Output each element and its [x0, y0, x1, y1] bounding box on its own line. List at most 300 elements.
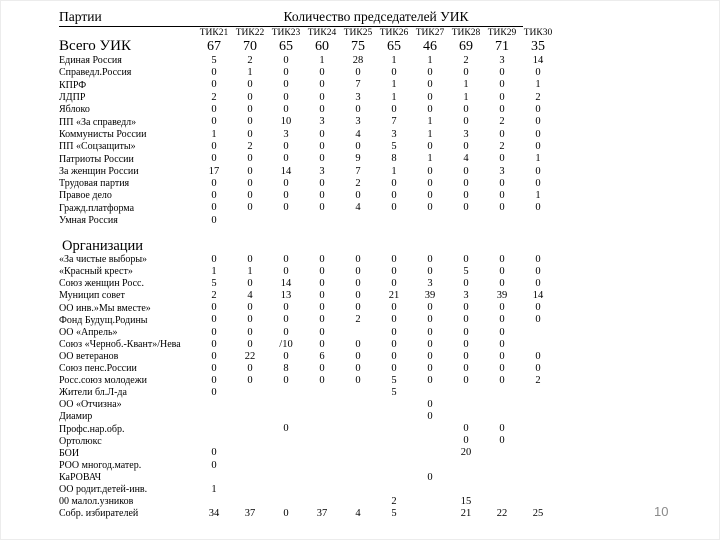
cell-value: [232, 411, 268, 423]
cell-value: 65: [279, 38, 293, 54]
cell-value: [232, 436, 268, 448]
column-header: ТИК24: [307, 28, 337, 38]
cell-value: [376, 238, 412, 254]
cell-value: 0: [391, 338, 397, 350]
cell-value: [304, 484, 340, 496]
cell-value: 9: [355, 153, 361, 165]
cell-value: 0: [247, 153, 253, 165]
cell-value: 0: [535, 67, 541, 79]
cell-value: 0: [355, 67, 361, 79]
table-row: [59, 290, 556, 302]
cell-value: 0: [355, 350, 361, 362]
cell-value: 0: [535, 104, 541, 116]
cell-value: 0: [283, 54, 289, 66]
cell-value: 0: [427, 253, 433, 265]
cell-value: 69: [459, 38, 473, 54]
table-row: [59, 423, 556, 435]
cell-value: [520, 238, 556, 254]
column-header: ТИК29: [487, 28, 517, 38]
cell-value: 0: [535, 266, 541, 278]
cell-value: [376, 436, 412, 448]
cell-value: 0: [463, 314, 469, 326]
cell-value: 3: [391, 128, 397, 140]
column-header: ТИК27: [415, 28, 445, 38]
row-label: Организации: [62, 237, 144, 254]
cell-value: [484, 387, 520, 399]
cell-value: [412, 436, 448, 448]
cell-value: 21: [460, 507, 472, 519]
cell-value: 0: [463, 326, 469, 338]
cell-value: 0: [463, 374, 469, 386]
cell-value: 0: [355, 190, 361, 202]
cell-value: 0: [211, 177, 217, 189]
row-label: КПРФ: [59, 79, 87, 91]
cell-value: [268, 472, 304, 484]
cell-value: 0: [283, 104, 289, 116]
cell-value: 0: [499, 202, 505, 214]
cell-value: 0: [463, 177, 469, 189]
cell-value: [520, 472, 556, 484]
row-label: Фонд Будущ.Родины: [59, 314, 148, 326]
cell-value: [520, 327, 556, 339]
cell-value: 2: [211, 91, 217, 103]
cell-value: 0: [211, 104, 217, 116]
table-row: [59, 129, 556, 141]
table-row: [59, 484, 556, 496]
row-label: За женщин России: [59, 165, 139, 177]
column-header: ТИК28: [451, 28, 481, 38]
cell-value: [520, 423, 556, 435]
cell-value: 5: [391, 374, 397, 386]
cell-value: 0: [499, 278, 505, 290]
cell-value: 0: [499, 362, 505, 374]
cell-value: [448, 238, 484, 254]
cell-value: 0: [211, 116, 217, 128]
cell-value: [448, 387, 484, 399]
cell-value: 0: [319, 190, 325, 202]
cell-value: 0: [211, 79, 217, 91]
table-row: [59, 238, 556, 254]
cell-value: [304, 448, 340, 460]
cell-value: 1: [391, 79, 397, 91]
cell-value: 0: [319, 314, 325, 326]
cell-value: 8: [391, 153, 397, 165]
cell-value: [376, 484, 412, 496]
cell-value: [268, 496, 304, 508]
cell-value: [340, 215, 376, 227]
cell-value: 3: [427, 278, 433, 290]
cell-value: 2: [499, 116, 505, 128]
cell-value: 0: [463, 165, 469, 177]
cell-value: [304, 411, 340, 423]
cell-value: [232, 215, 268, 227]
cell-value: [484, 496, 520, 508]
cell-value: 1: [535, 79, 541, 91]
cell-value: 0: [535, 314, 541, 326]
cell-value: [376, 448, 412, 460]
table-row: [59, 436, 556, 448]
table-row: [59, 266, 556, 278]
cell-value: 0: [319, 326, 325, 338]
cell-value: 0: [427, 91, 433, 103]
column-header: ТИК25: [343, 28, 373, 38]
cell-value: [268, 387, 304, 399]
cell-value: 37: [316, 507, 328, 519]
cell-value: [340, 496, 376, 508]
cell-value: 3: [463, 290, 469, 302]
cell-value: 3: [499, 54, 505, 66]
cell-value: 5: [211, 278, 217, 290]
table-row: [59, 141, 556, 153]
cell-value: 0: [463, 338, 469, 350]
cell-value: 2: [211, 290, 217, 302]
cell-value: 0: [247, 202, 253, 214]
cell-value: 1: [427, 54, 433, 66]
cell-value: 5: [463, 266, 469, 278]
cell-value: 0: [391, 177, 397, 189]
cell-value: 70: [243, 38, 257, 54]
table-row: [59, 215, 556, 227]
cell-value: 0: [463, 104, 469, 116]
cell-value: 0: [211, 447, 217, 459]
cell-value: 14: [280, 165, 292, 177]
row-label: ОО инв.»Мы вместе»: [59, 302, 151, 314]
cell-value: 0: [499, 153, 505, 165]
cell-value: [340, 423, 376, 435]
cell-value: [196, 436, 232, 448]
cell-value: [268, 460, 304, 472]
cell-value: 3: [319, 165, 325, 177]
cell-value: 15: [460, 495, 472, 507]
cell-value: 1: [391, 91, 397, 103]
cell-value: 20: [460, 447, 472, 459]
cell-value: 0: [463, 278, 469, 290]
cell-value: 0: [211, 140, 217, 152]
cell-value: [232, 460, 268, 472]
table-row: [59, 55, 556, 67]
row-label: Ортолюкс: [59, 435, 102, 447]
cell-value: [484, 215, 520, 227]
cell-value: 0: [427, 202, 433, 214]
cell-value: [412, 448, 448, 460]
cell-value: 0: [391, 190, 397, 202]
cell-value: 7: [355, 165, 361, 177]
cell-value: [376, 411, 412, 423]
cell-value: 0: [427, 79, 433, 91]
cell-value: 0: [211, 350, 217, 362]
cell-value: 0: [355, 104, 361, 116]
row-label: Всего УИК: [59, 38, 131, 54]
cell-value: [484, 411, 520, 423]
cell-value: [340, 460, 376, 472]
cell-value: 39: [424, 290, 436, 302]
cell-value: 0: [427, 302, 433, 314]
cell-value: 0: [247, 314, 253, 326]
cell-value: 3: [499, 165, 505, 177]
cell-value: [520, 399, 556, 411]
cell-value: 5: [211, 54, 217, 66]
cell-value: 0: [463, 140, 469, 152]
cell-value: [412, 387, 448, 399]
cell-value: 0: [499, 350, 505, 362]
cell-value: 0: [283, 91, 289, 103]
cell-value: 0: [427, 326, 433, 338]
cell-value: 8: [283, 362, 289, 374]
cell-value: 0: [499, 177, 505, 189]
table-row: [59, 315, 556, 327]
row-label: Патриоты России: [59, 153, 134, 165]
cell-value: 60: [315, 38, 329, 54]
cell-value: 0: [499, 190, 505, 202]
column-header: ТИК23: [271, 28, 301, 38]
cell-value: 1: [427, 128, 433, 140]
row-label: ПП «Соцзащиты»: [59, 141, 136, 153]
table-row: [59, 496, 556, 508]
cell-value: 2: [535, 91, 541, 103]
cell-value: 5: [391, 507, 397, 519]
cell-value: [340, 436, 376, 448]
table-row: [59, 178, 556, 190]
table-row: [59, 460, 556, 472]
cell-value: 0: [319, 302, 325, 314]
cell-value: 0: [247, 302, 253, 314]
cell-value: [340, 448, 376, 460]
cell-value: 39: [496, 290, 508, 302]
cell-value: 0: [427, 165, 433, 177]
cell-value: 0: [283, 314, 289, 326]
row-label: Диамир: [59, 411, 93, 423]
cell-value: 5: [391, 140, 397, 152]
cell-value: 1: [211, 266, 217, 278]
cell-value: [520, 387, 556, 399]
cell-value: 4: [355, 202, 361, 214]
table-row: [59, 508, 556, 520]
table-row: [59, 92, 556, 104]
cell-value: 0: [535, 302, 541, 314]
cell-value: 0: [391, 362, 397, 374]
column-header: ТИК22: [235, 28, 265, 38]
cell-value: 0: [283, 253, 289, 265]
cell-value: 0: [535, 362, 541, 374]
cell-value: 0: [211, 153, 217, 165]
table-row: [59, 166, 556, 178]
cell-value: [412, 423, 448, 435]
cell-value: [340, 484, 376, 496]
row-label: ЛДПР: [59, 92, 86, 104]
cell-value: 0: [247, 79, 253, 91]
cell-value: 2: [391, 495, 397, 507]
cell-value: 0: [211, 253, 217, 265]
cell-value: 0: [211, 459, 217, 471]
cell-value: [412, 484, 448, 496]
cell-value: 0: [463, 253, 469, 265]
cell-value: 4: [355, 507, 361, 519]
title-uik-chairmen-count: Количество председателей УИК: [283, 9, 469, 24]
cell-value: 0: [535, 350, 541, 362]
cell-value: 4: [247, 290, 253, 302]
cell-value: 0: [427, 350, 433, 362]
cell-value: 0: [427, 314, 433, 326]
table-row: [59, 153, 556, 165]
cell-value: 0: [499, 67, 505, 79]
cell-value: 0: [319, 128, 325, 140]
cell-value: [232, 472, 268, 484]
cell-value: 14: [280, 278, 292, 290]
cell-value: 0: [355, 302, 361, 314]
cell-value: [340, 327, 376, 339]
cell-value: [340, 238, 376, 254]
cell-value: 0: [427, 471, 433, 483]
cell-value: [520, 339, 556, 351]
cell-value: 71: [495, 38, 509, 54]
cell-value: 0: [499, 314, 505, 326]
cell-value: 1: [535, 153, 541, 165]
cell-value: 0: [463, 190, 469, 202]
cell-value: 2: [247, 54, 253, 66]
cell-value: 0: [211, 67, 217, 79]
cell-value: [232, 238, 268, 254]
table-row: [59, 190, 556, 202]
cell-value: 21: [388, 290, 400, 302]
cell-value: 1: [427, 153, 433, 165]
cell-value: [376, 460, 412, 472]
cell-value: 0: [283, 79, 289, 91]
cell-value: 0: [211, 190, 217, 202]
table-row: [59, 411, 556, 423]
cell-value: 7: [355, 79, 361, 91]
cell-value: 0: [247, 116, 253, 128]
cell-value: [196, 472, 232, 484]
cell-value: [304, 460, 340, 472]
cell-value: 0: [391, 278, 397, 290]
table-row: [59, 38, 556, 55]
row-label: Союз «Черноб.-Квант»/Нева: [59, 338, 181, 350]
cell-value: 0: [391, 104, 397, 116]
cell-value: 1: [211, 128, 217, 140]
cell-value: [268, 399, 304, 411]
cell-value: [232, 399, 268, 411]
cell-value: [196, 423, 232, 435]
cell-value: 0: [391, 202, 397, 214]
cell-value: 0: [427, 140, 433, 152]
cell-value: [304, 423, 340, 435]
cell-value: [196, 238, 232, 254]
cell-value: [196, 399, 232, 411]
cell-value: 0: [247, 165, 253, 177]
cell-value: 0: [535, 278, 541, 290]
cell-value: [412, 460, 448, 472]
cell-value: 1: [211, 483, 217, 495]
cell-value: [376, 215, 412, 227]
cell-value: 1: [247, 67, 253, 79]
cell-value: [232, 496, 268, 508]
cell-value: 22: [244, 350, 256, 362]
row-label: КаРОВАЧ: [59, 471, 102, 483]
cell-value: 0: [355, 362, 361, 374]
cell-value: 0: [499, 91, 505, 103]
cell-value: 13: [280, 290, 292, 302]
cell-value: 0: [427, 190, 433, 202]
cell-value: 3: [355, 91, 361, 103]
cell-value: [268, 411, 304, 423]
cell-value: 0: [499, 253, 505, 265]
row-label: Росс.союз молодежи: [59, 375, 147, 387]
cell-value: 0: [427, 374, 433, 386]
cell-value: [448, 215, 484, 227]
cell-value: 0: [355, 140, 361, 152]
cell-value: 0: [499, 128, 505, 140]
cell-value: [304, 399, 340, 411]
cell-value: 0: [211, 374, 217, 386]
cell-value: [268, 448, 304, 460]
cell-value: [268, 238, 304, 254]
table-row: [59, 303, 556, 315]
row-label: ОО «Отчизна»: [59, 399, 122, 411]
cell-value: [448, 484, 484, 496]
cell-value: [484, 460, 520, 472]
cell-value: 0: [211, 326, 217, 338]
cell-value: [232, 423, 268, 435]
cell-value: [520, 436, 556, 448]
cell-value: [304, 387, 340, 399]
cell-value: 0: [535, 128, 541, 140]
cell-value: 22: [496, 507, 508, 519]
table-title-row: [59, 7, 556, 25]
cell-value: 0: [463, 362, 469, 374]
cell-value: 17: [208, 165, 220, 177]
row-label: БОИ: [59, 447, 80, 459]
table-row: [59, 448, 556, 460]
cell-value: 0: [283, 153, 289, 165]
cell-value: [232, 387, 268, 399]
cell-value: [448, 472, 484, 484]
cell-value: [520, 484, 556, 496]
cell-value: [448, 399, 484, 411]
table-row: [59, 375, 556, 387]
cell-value: 0: [211, 202, 217, 214]
cell-value: 0: [535, 140, 541, 152]
cell-value: 1: [463, 91, 469, 103]
cell-value: 2: [499, 140, 505, 152]
cell-value: 0: [391, 302, 397, 314]
cell-value: 0: [391, 350, 397, 362]
cell-value: 0: [427, 399, 433, 411]
cell-value: 0: [319, 67, 325, 79]
cell-value: 0: [247, 362, 253, 374]
cell-value: 0: [211, 386, 217, 398]
cell-value: [448, 460, 484, 472]
section-spacer: [59, 227, 556, 238]
row-label: ОО ветеранов: [59, 350, 119, 362]
cell-value: 0: [283, 266, 289, 278]
cell-value: [268, 215, 304, 227]
table-row: [59, 363, 556, 375]
cell-value: 1: [427, 116, 433, 128]
cell-value: [484, 484, 520, 496]
row-label: ОО родит.детей-инв.: [59, 483, 148, 495]
row-label: ПП «За справедл»: [59, 116, 137, 128]
cell-value: 0: [499, 302, 505, 314]
row-label: Муницип совет: [59, 290, 125, 302]
row-label: 00 малол.узников: [59, 496, 134, 508]
cell-value: 10: [280, 116, 292, 128]
table-row: [59, 116, 556, 128]
cell-value: 0: [283, 302, 289, 314]
cell-value: 14: [532, 290, 544, 302]
cell-value: 0: [355, 374, 361, 386]
cell-value: 0: [391, 326, 397, 338]
cell-value: 1: [391, 165, 397, 177]
